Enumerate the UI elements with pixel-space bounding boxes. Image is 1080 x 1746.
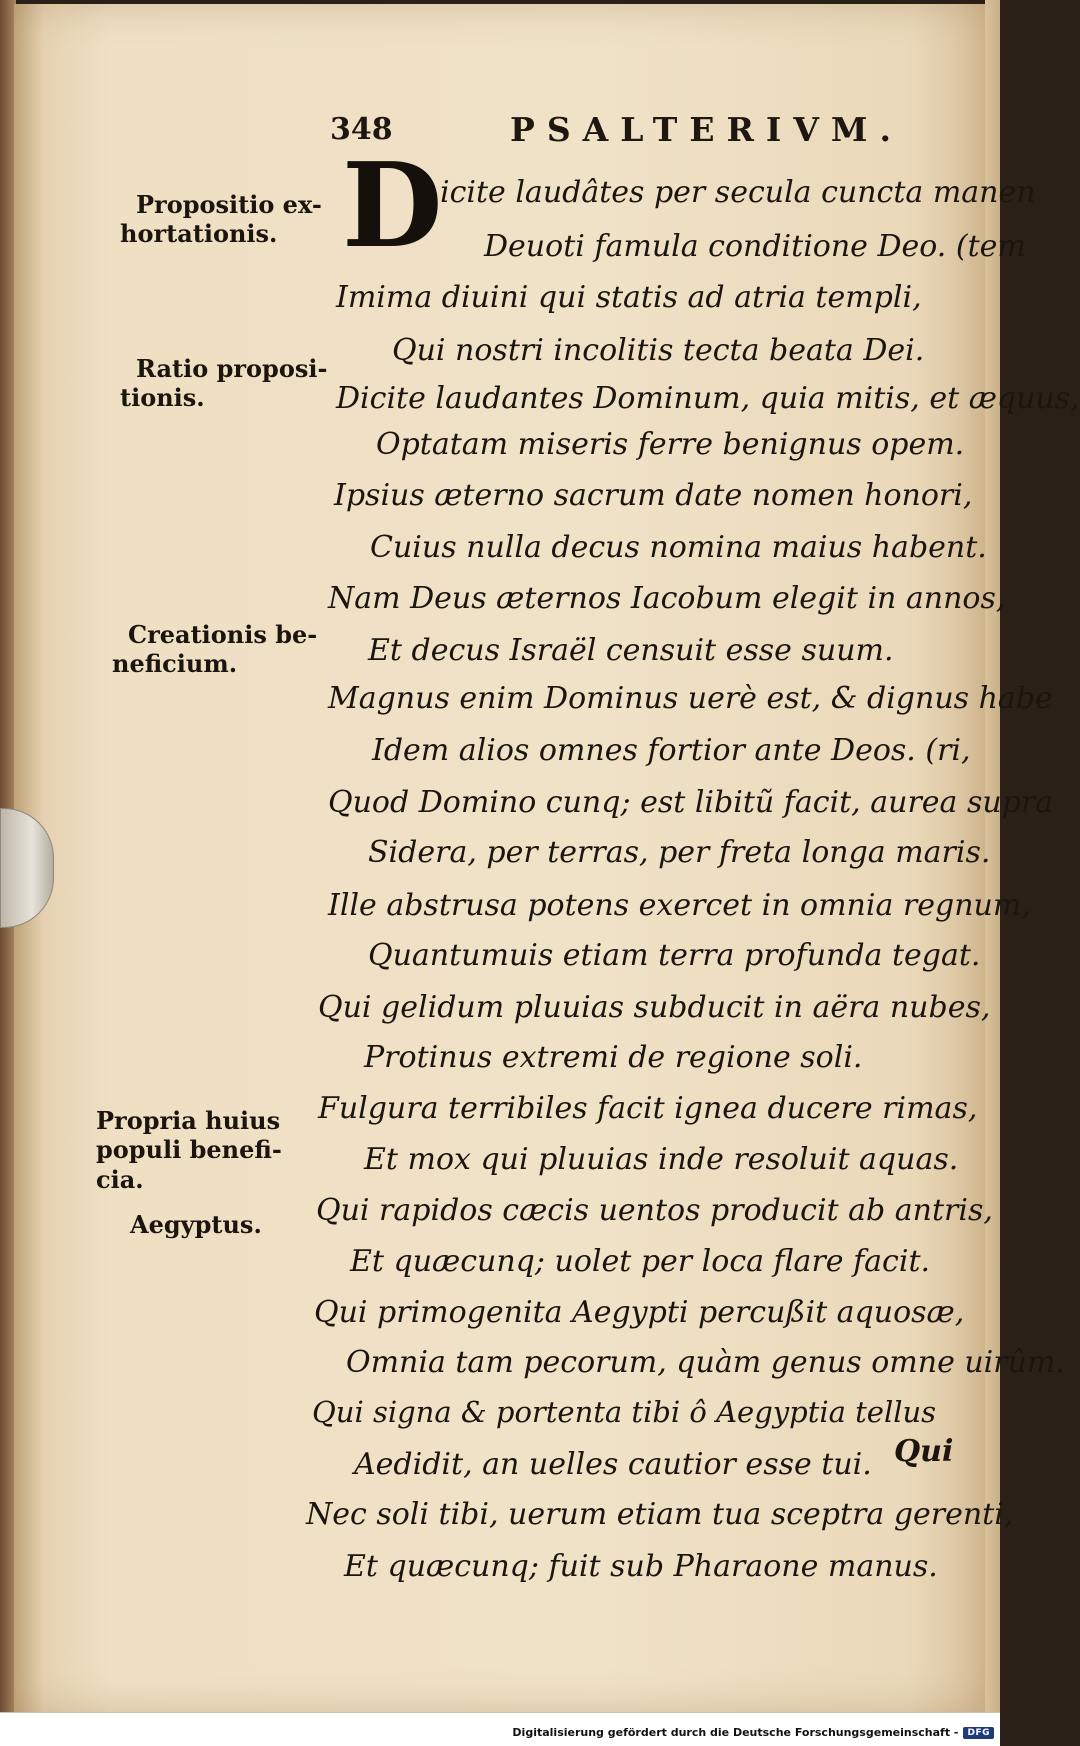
verse-line: Idem alios omnes fortior ante Deos. (ri, (372, 733, 971, 768)
verse-line: Qui gelidum pluuias subducit in aëra nubes, (318, 990, 991, 1025)
verse-line: Aedidit, an uelles cautior esse tui. (354, 1447, 872, 1482)
verse-line: Et quæcunq; fuit sub Pharaone manus. (344, 1549, 938, 1584)
verse-line: Qui nostri incolitis tecta beata Dei. (392, 333, 925, 368)
decorated-initial: D (342, 138, 443, 274)
verse-line: Nam Deus æternos Iacobum elegit in annos, (328, 581, 1006, 616)
margin-note: Propria huius populi benefi- cia. (96, 1106, 282, 1194)
catchword: Qui (894, 1434, 954, 1469)
verse-line: Quantumuis etiam terra profunda tegat. (368, 938, 981, 973)
verse-line: Qui signa & portenta tibi ô Aegyptia tellus (312, 1395, 937, 1429)
dfg-logo: DFG (963, 1727, 994, 1739)
verse-line: Quod Domino cunq; est libitũ facit, aurea supra (328, 785, 1054, 820)
verse-line: Ille abstrusa potens exercet in omnia regnum, (328, 888, 1031, 923)
verse-line: Fulgura terribiles facit ignea ducere rimas, (318, 1091, 978, 1126)
verse-line: Deuoti famula conditione Deo. (tem (484, 229, 1026, 264)
verse-line: Protinus extremi de regione soli. (364, 1040, 863, 1075)
verse-line: icite laudâtes per secula cuncta manen (440, 175, 1036, 210)
verse-line: Cuius nulla decus nomina maius habent. (370, 530, 987, 565)
footer-credit (512, 1726, 994, 1739)
verse-line: Et mox qui pluuias inde resoluit aquas. (364, 1142, 959, 1177)
verse-line: Optatam miseris ferre benignus opem. (376, 427, 965, 462)
footer-credit-text: Digitalisierung gefördert durch die Deutsche Forschungsgemeinschaft - (512, 1726, 959, 1739)
verse-line: Imima diuini qui statis ad atria templi, (336, 280, 922, 315)
verse-line: Nec soli tibi, uerum etiam tua sceptra gerenti, (306, 1497, 1014, 1532)
margin-note: Ratio proposi- tionis. (120, 354, 328, 413)
verse-line: Et decus Israël censuit esse suum. (368, 633, 894, 668)
verse-line: Qui rapidos cæcis uentos producit ab antris, (316, 1193, 993, 1228)
verse-line: Ipsius æterno sacrum date nomen honori, (334, 478, 973, 513)
page-number: 348 (330, 112, 393, 147)
verse-line: Dicite laudantes Dominum, quia mitis, et æquus, (336, 381, 1080, 416)
margin-note: Aegyptus. (130, 1210, 262, 1239)
margin-note: Creationis be- neficium. (112, 620, 318, 679)
verse-line: Omnia tam pecorum, quàm genus omne uirûm. (346, 1345, 1065, 1380)
margin-note: Propositio ex- hortationis. (120, 190, 322, 249)
running-head: PSALTERIVM. (510, 110, 903, 149)
verse-line: Qui primogenita Aegypti percußit aquosæ, (314, 1295, 965, 1330)
verse-line: Et quæcunq; uolet per loca flare facit. (350, 1244, 931, 1279)
verse-line: Magnus enim Dominus uerè est, & dignus habe (328, 681, 1053, 716)
verse-line: Sidera, per terras, per freta longa maris. (368, 835, 991, 870)
